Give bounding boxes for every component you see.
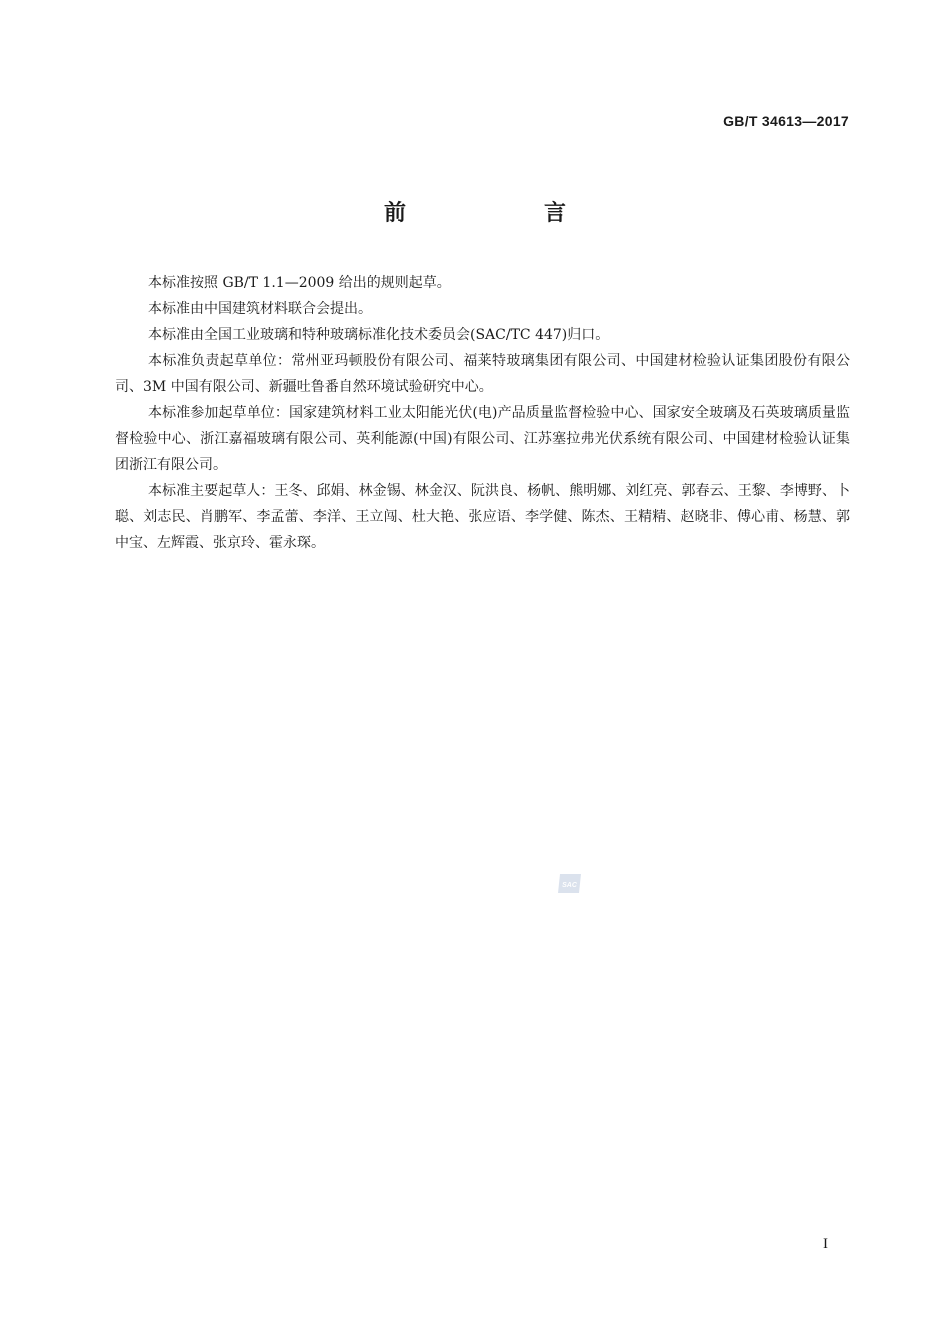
paragraph-proposer: 本标准由中国建筑材料联合会提出。	[148, 301, 372, 317]
standard-code: GB/T 34613—2017	[723, 113, 849, 129]
paragraph-lead-drafters: 本标准负责起草单位：常州亚玛顿股份有限公司、福莱特玻璃集团有限公司、中国建材检验认证集团股份有限公司、3M 中国有限公司、新疆吐鲁番自然环境试验研究中心。	[115, 353, 850, 395]
paragraph-main-drafters: 本标准主要起草人：王冬、邱娟、林金锡、林金汉、阮洪良、杨帆、熊明娜、刘红亮、郭春云、王黎、李博野、卜聪、刘志民、肖鹏军、李孟蕾、李洋、王立闯、杜大艳、张应语、李学健、陈杰、王精精、赵晓非、傅心甫、杨慧、郭中宝、左辉霞、张京玲、霍永琛。	[115, 483, 850, 551]
paragraph-committee: 本标准由全国工业玻璃和特种玻璃标准化技术委员会(SAC/TC 447)归口。	[148, 327, 610, 343]
sac-logo-icon	[556, 872, 583, 895]
page-title: 前 言	[383, 201, 624, 226]
paragraph-drafting-rules: 本标准按照 GB/T 1.1—2009 给出的规则起草。	[148, 275, 451, 291]
page-number: I	[823, 1236, 828, 1252]
paragraph-participating-drafters: 本标准参加起草单位：国家建筑材料工业太阳能光伏(电)产品质量监督检验中心、国家安全玻璃及石英玻璃质量监督检验中心、浙江嘉福玻璃有限公司、英利能源(中国)有限公司、江苏塞拉弗光伏系统有限公司、中国建材检验认证集团浙江有限公司。	[115, 405, 850, 473]
watermark-text: SAC	[562, 882, 577, 889]
foreword-body	[115, 270, 850, 556]
